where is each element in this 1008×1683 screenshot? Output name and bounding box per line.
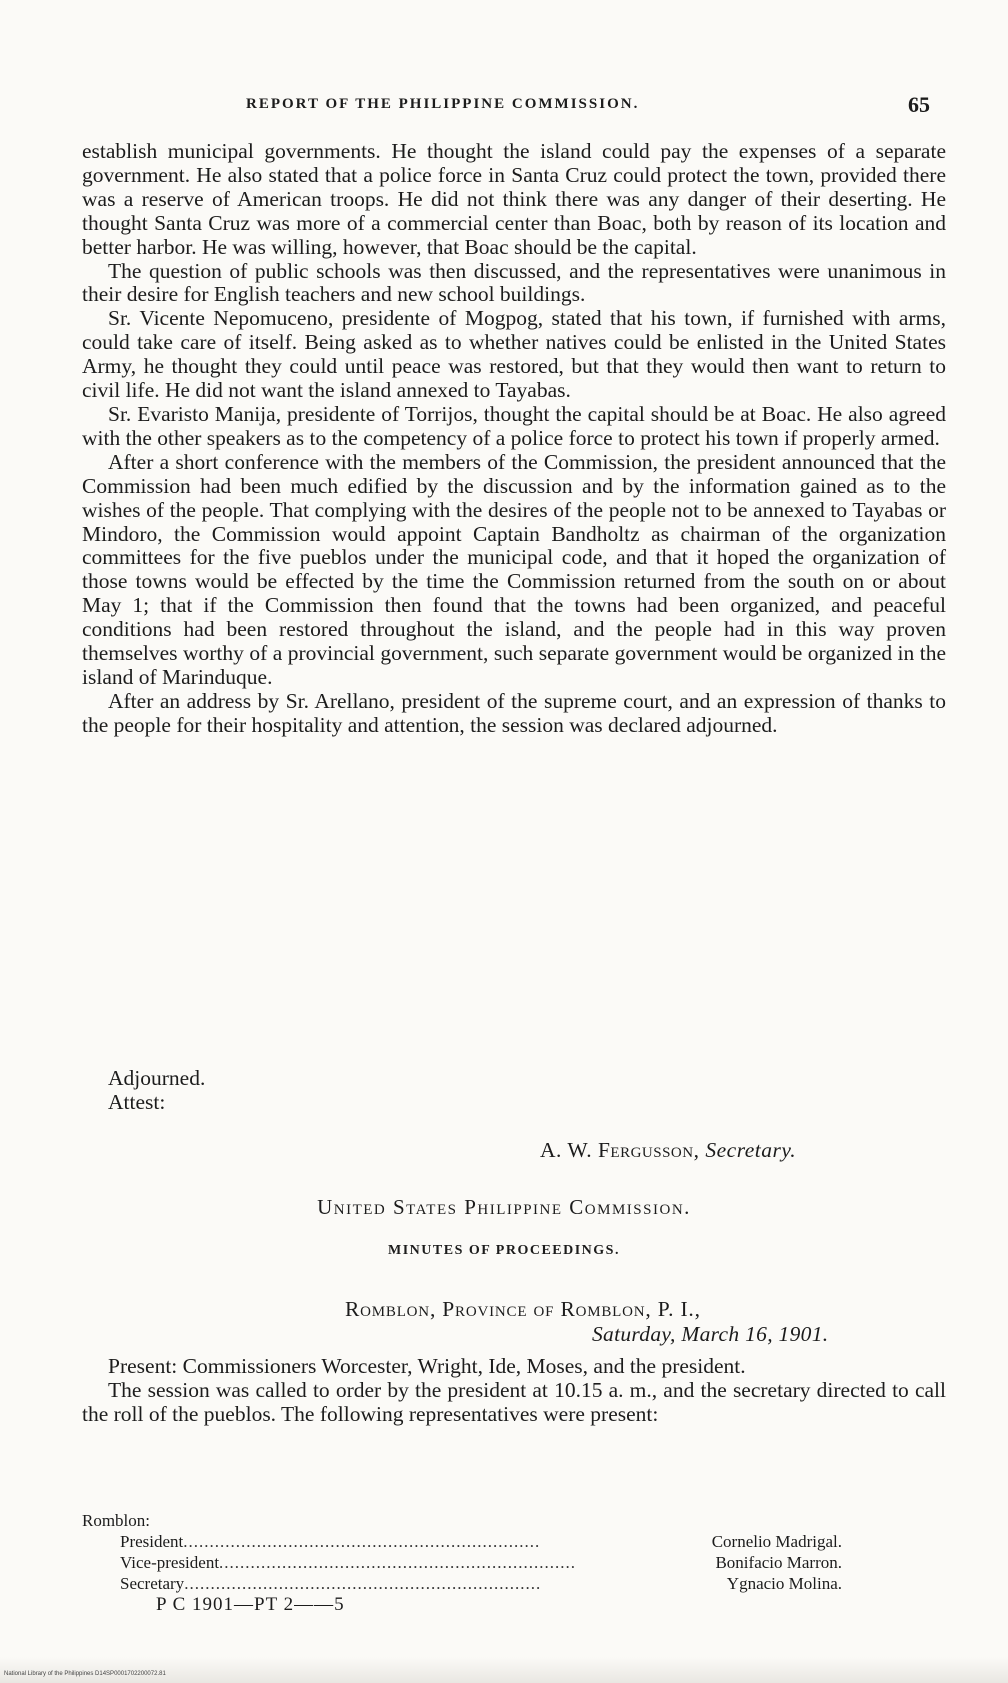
paragraph: The session was called to order by the president at 10.15 a. m., and the secretary directed to call the roll of the pueblos. The following representatives were present: — [82, 1377, 946, 1426]
printer-signature-mark: P C 1901—PT 2——5 — [156, 1594, 345, 1615]
report-body — [82, 140, 946, 738]
paragraph: Sr. Vicente Nepomuceno, presidente of Mogpog, stated that his town, if furnished with arms, could take care of itself. Being asked as to whether natives could be enlisted in the United States Army, he thought they could until peace was restored, but that they would then want to return to civil life. He did not want the island annexed to Tayabas. — [82, 306, 946, 403]
leader-dots: .................................................................... — [183, 1532, 541, 1551]
minutes-heading: MINUTES OF PROCEEDINGS. — [388, 1243, 620, 1258]
paragraph: Sr. Evaristo Manija, presidente of Torrijos, thought the capital should be at Boac. He also agreed with the other speakers as to the competency of a police force to protect his town if properly armed. — [82, 401, 946, 450]
roster-office: Secretary — [120, 1574, 185, 1593]
page-header — [0, 92, 1008, 122]
roster-office: Vice-president — [120, 1553, 220, 1572]
running-title: REPORT OF THE PHILIPPINE COMMISSION. — [246, 96, 640, 112]
roster-name: Bonifacio Marron. — [715, 1553, 842, 1572]
roster-office: President — [120, 1532, 184, 1551]
paragraph: After a short conference with the members of the Commission, the president announced that the Commission had been much edified by the discussion and by the information gained as to the wishes of the people. That complying with the desires of the people not to be annexed to Tayabas or Mindoro, the Commission would appoint Captain Bandholtz as chairman of the organization committees for the five pueblos under the municipal code, and that it hoped the organization of those towns would be effected by the time the Commission returned from the south on or about May 1; that if the Commission then found that the towns had been organized, and peaceful conditions had been restored throughout the island, and the people had in this way proven themselves worthy of a provincial government, such separate government would be organized in the island of Marinduque. — [82, 449, 946, 689]
leader-dots: .................................................................... — [184, 1574, 542, 1593]
roster-row — [120, 1531, 842, 1552]
attest-line: Attest: — [108, 1090, 166, 1114]
session-place: Romblon, Province of Romblon, P. I., — [345, 1297, 701, 1321]
roster-name: Cornelio Madrigal. — [711, 1532, 842, 1551]
commission-heading: United States Philippine Commission. — [317, 1195, 691, 1219]
adjourned-line: Adjourned. — [108, 1066, 206, 1090]
roster-row — [120, 1552, 842, 1573]
signatory-name: A. W. Fergusson, — [540, 1138, 700, 1162]
paragraph: Present: Commissioners Worcester, Wright, Ide, Moses, and the president. — [108, 1354, 746, 1378]
representatives-roster — [82, 1510, 842, 1594]
paragraph: The question of public schools was then discussed, and the representatives were unanimous in their desire for English teachers and new school buildings. — [82, 258, 946, 307]
page-bottom-edge — [0, 1657, 1008, 1683]
roster-name: Ygnacio Molina. — [726, 1574, 842, 1593]
paragraph: establish municipal governments. He thought the island could pay the expenses of a separate government. He also stated that a police force in Santa Cruz could protect the town, provided there was a reserve of American troops. He did not think there was any danger of their deserting. He thought Santa Cruz was more of a commercial center than Boac, both by reason of its location and better harbor. He was willing, however, that Boac should be the capital. — [82, 139, 946, 259]
signatory-title: Secretary. — [705, 1138, 797, 1162]
minutes-body — [82, 1355, 946, 1427]
page-number: 65 — [908, 92, 930, 117]
paragraph: After an address by Sr. Arellano, president of the supreme court, and an expression of thanks to the people for their hospitality and attention, the session was declared adjourned. — [82, 688, 946, 737]
secretary-signature — [540, 1138, 796, 1163]
library-imprint: National Library of the Philippines D14SP0001702200072.81 — [4, 1671, 166, 1677]
leader-dots: .................................................................... — [219, 1553, 577, 1572]
roster-town: Romblon: — [82, 1511, 151, 1530]
session-date: Saturday, March 16, 1901. — [592, 1322, 829, 1346]
roster-row — [120, 1573, 842, 1594]
